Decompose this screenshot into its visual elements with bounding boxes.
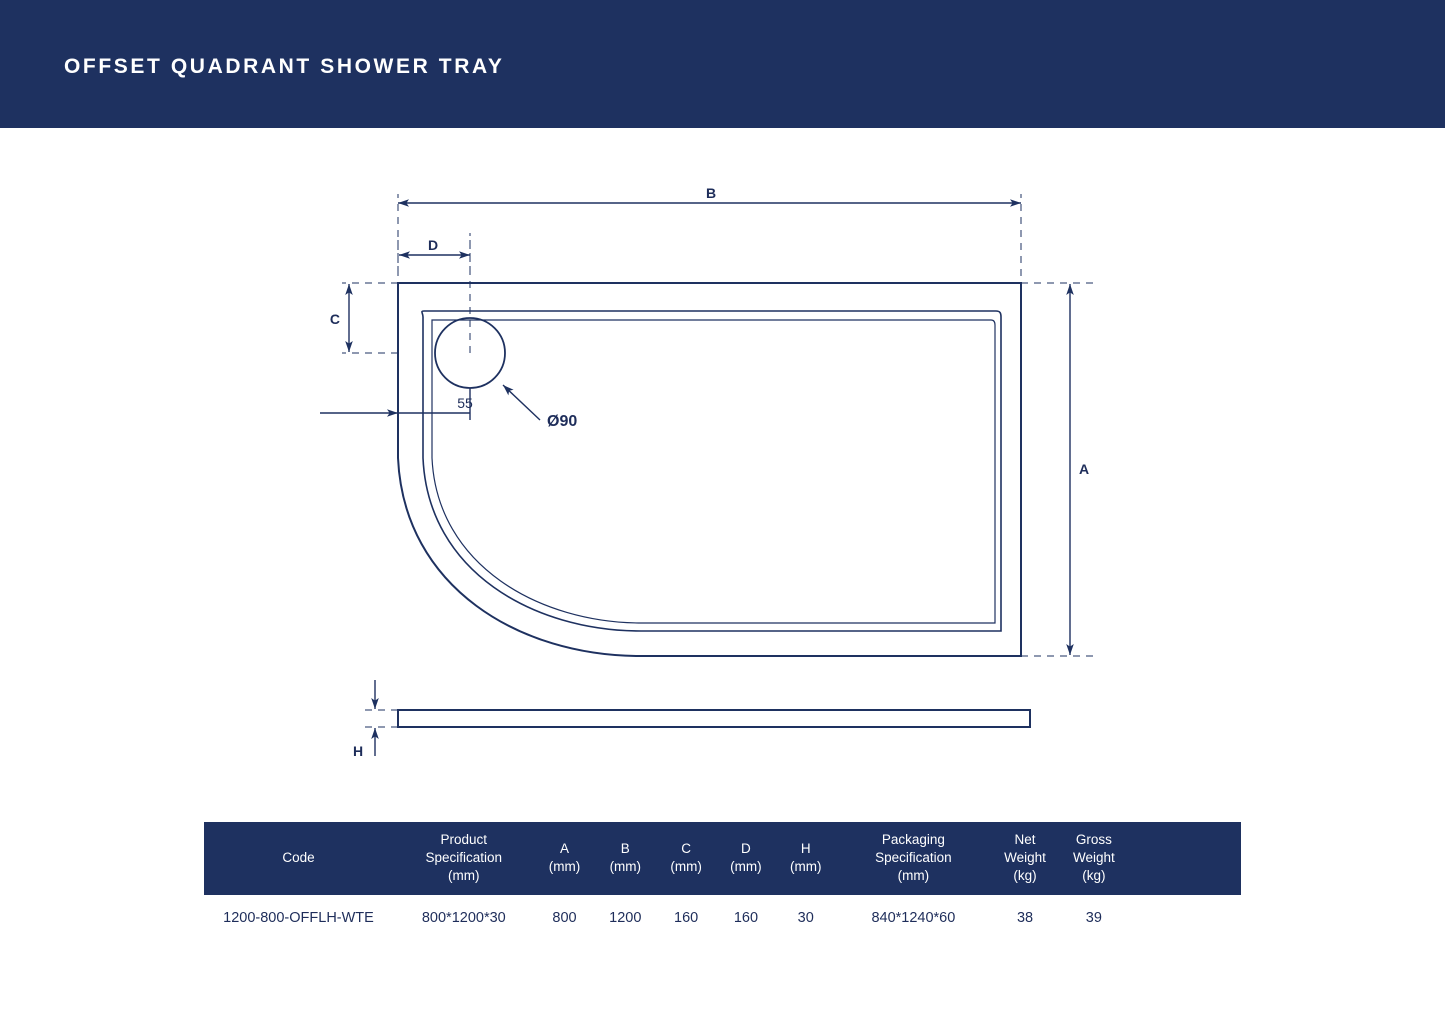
- dim-label-55: 55: [457, 395, 473, 411]
- column-header-spacer: [1129, 822, 1241, 895]
- dim-label-d: D: [427, 237, 439, 253]
- column-header-c: C (mm): [656, 822, 716, 895]
- table-header-row: [204, 822, 1241, 895]
- dim-label-b: B: [705, 185, 717, 201]
- header-bar: [0, 0, 1445, 128]
- dim-label-diameter: Ø90: [547, 413, 578, 430]
- dim-label-c: C: [329, 311, 340, 327]
- cell-b: 1200: [594, 895, 656, 941]
- table-row: [204, 895, 1241, 941]
- specification-table: [204, 822, 1241, 941]
- column-header-product-specification: Product Specification (mm): [393, 822, 535, 895]
- cell-product-specification: 800*1200*30: [393, 895, 535, 941]
- dim-label-h: H: [352, 743, 364, 759]
- technical-drawing: [0, 128, 1445, 818]
- column-header-gross-weight: Gross Weight (kg): [1059, 822, 1129, 895]
- cell-a: 800: [535, 895, 595, 941]
- cell-gross-weight: 39: [1059, 895, 1129, 941]
- cell-code: 1200-800-OFFLH-WTE: [204, 895, 393, 941]
- column-header-code: Code: [204, 822, 393, 895]
- column-header-h: H (mm): [776, 822, 836, 895]
- cell-d: 160: [716, 895, 776, 941]
- column-header-b: B (mm): [594, 822, 656, 895]
- cell-net-weight: 38: [991, 895, 1059, 941]
- cell-packaging-specification: 840*1240*60: [836, 895, 991, 941]
- cell-spacer: [1129, 895, 1241, 941]
- column-header-packaging-specification: Packaging Specification (mm): [836, 822, 991, 895]
- page-title: OFFSET QUADRANT SHOWER TRAY: [64, 55, 505, 78]
- cell-h: 30: [776, 895, 836, 941]
- column-header-net-weight: Net Weight (kg): [991, 822, 1059, 895]
- cell-c: 160: [656, 895, 716, 941]
- column-header-a: A (mm): [535, 822, 595, 895]
- dim-label-a: A: [1079, 461, 1090, 477]
- column-header-d: D (mm): [716, 822, 776, 895]
